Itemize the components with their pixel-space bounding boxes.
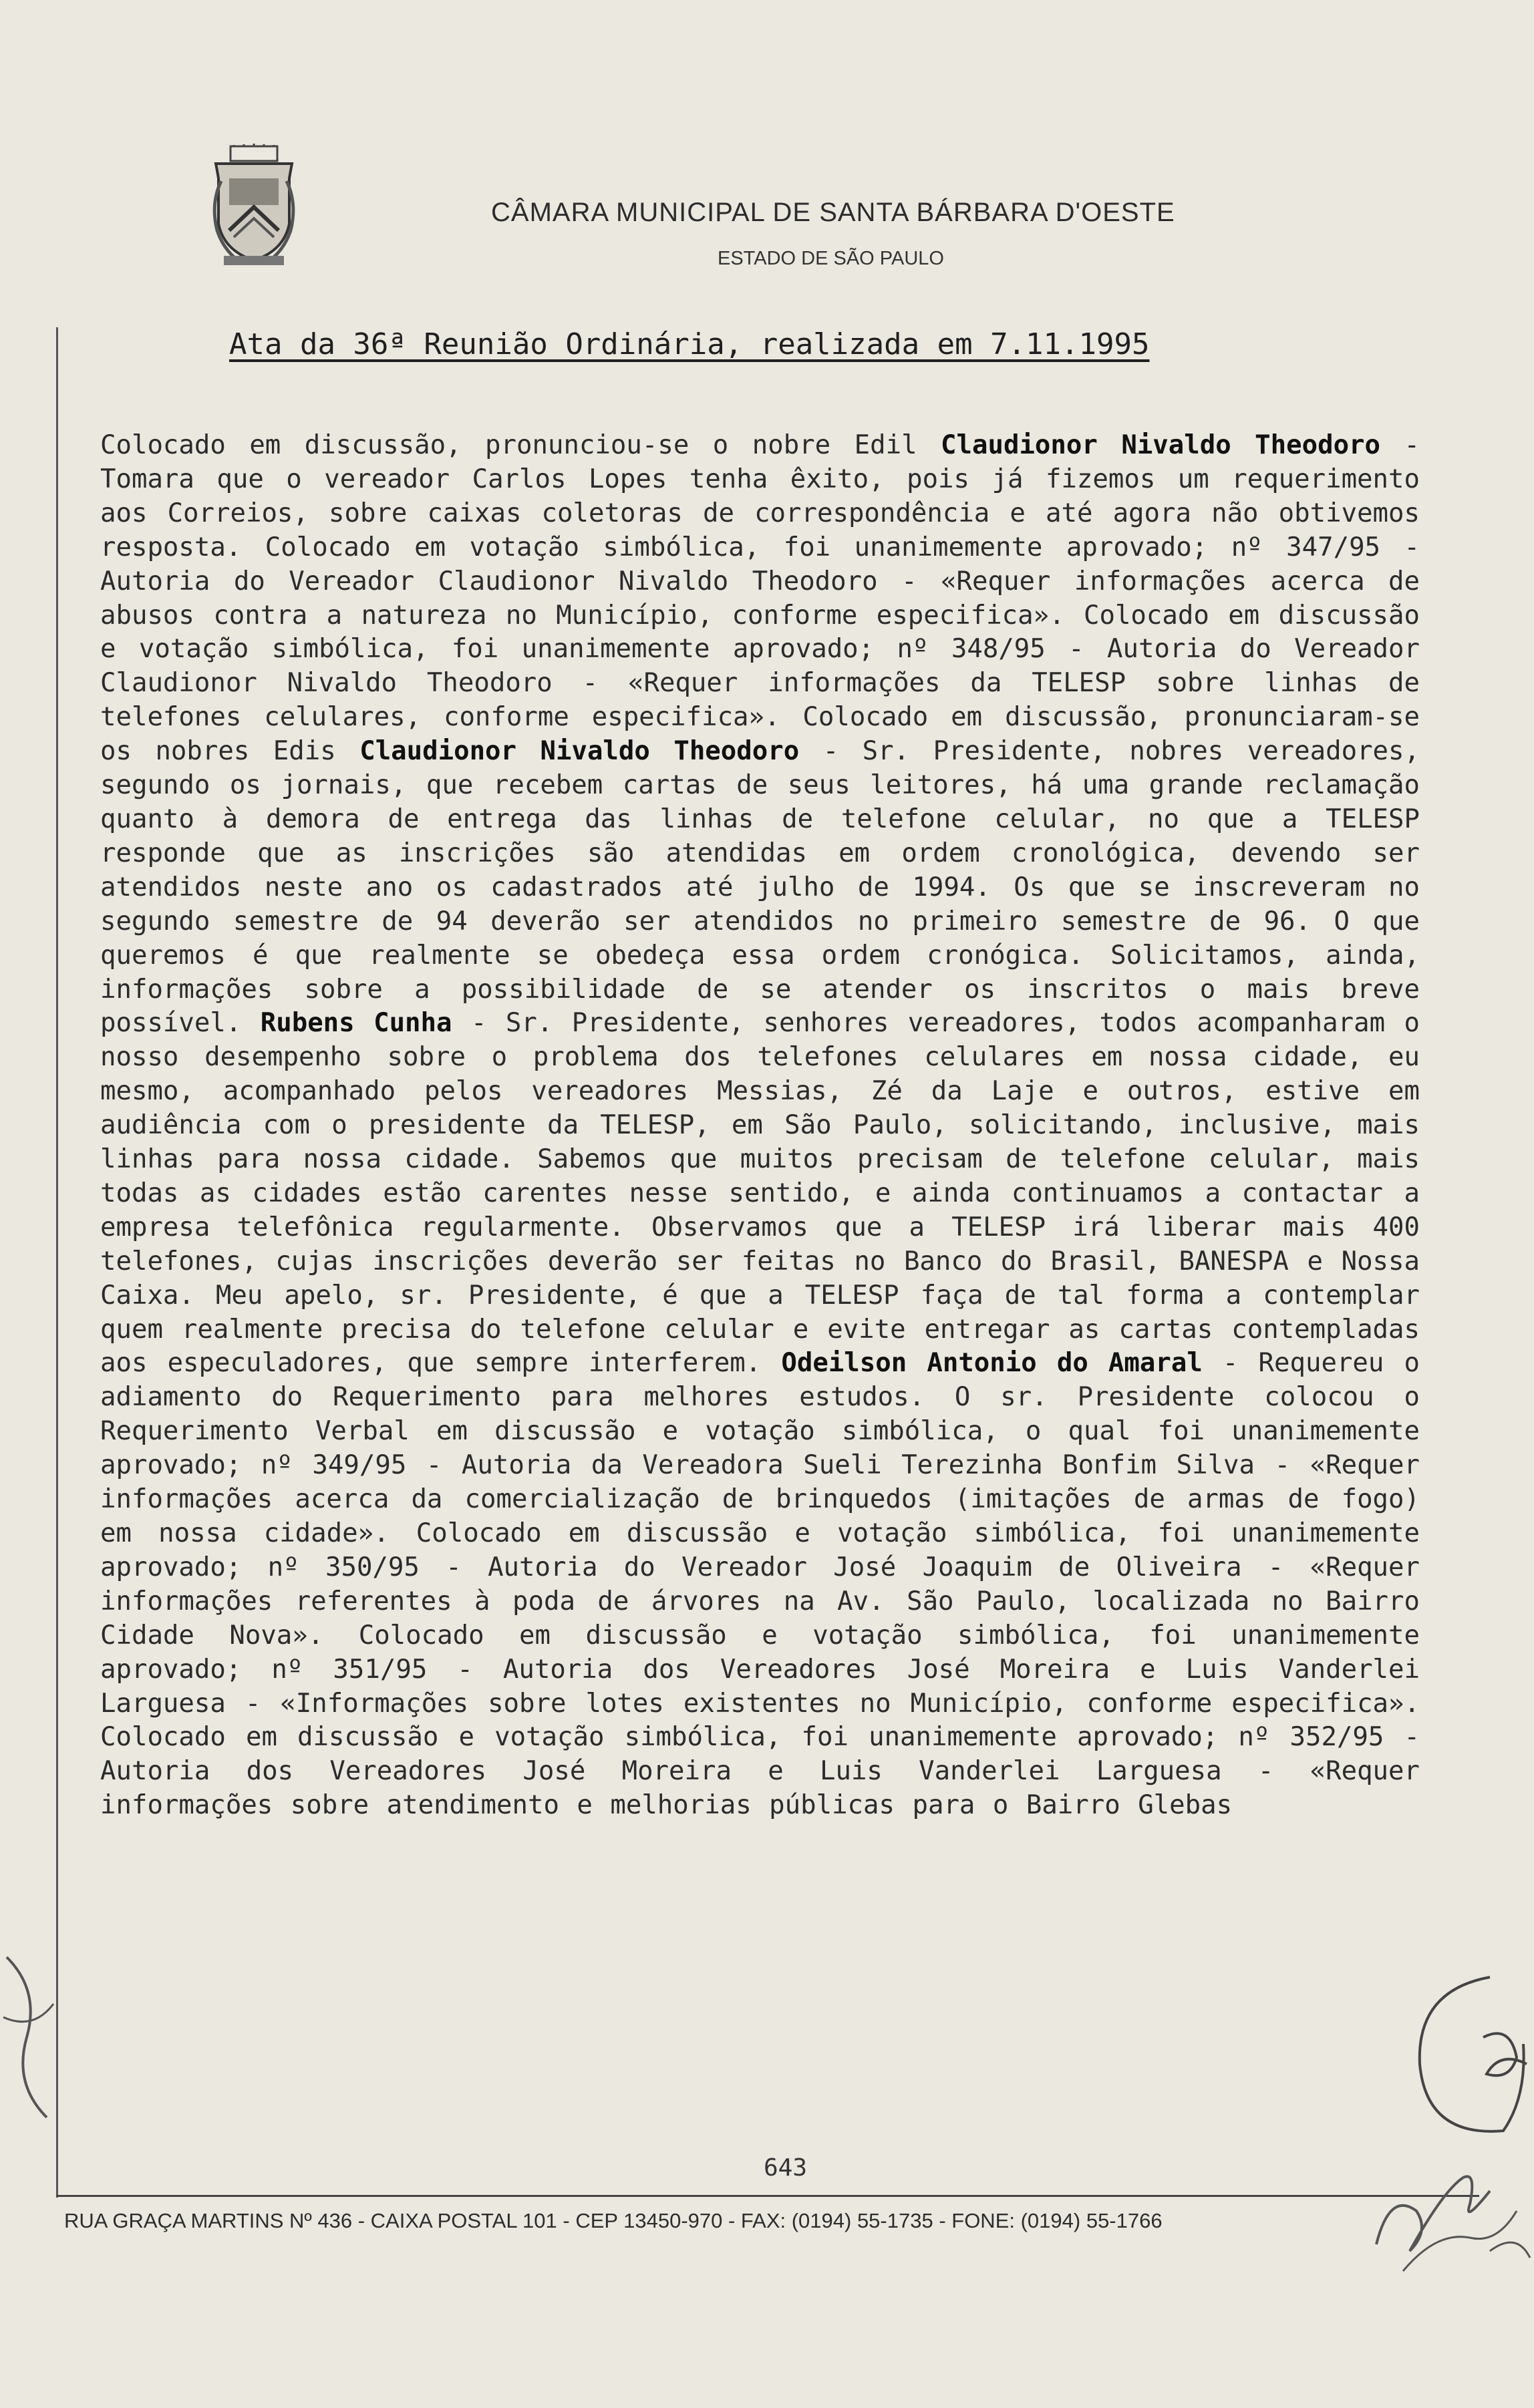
left-signature-mark [0, 1937, 60, 2137]
body-segment: - Requereu o adiamento do Requerimento para melhores estudos. O sr. Presidente colocou o Requerimento Verbal em discussão e votação simbólica, o qual foi unanimemente aprovado; nº 349/95 - Autoria da Vereadora Sueli Terezinha Bonfim Silva - «Requer informações acerca da comercialização de brinquedos (imitações de armas de fogo) em nossa cidade». Colocado em discussão e votação simbólica, foi unanimemente aprovado; nº 350/95 - Autoria do Vereador José Joaquim de Oliveira - «Requer informações referentes à poda de árvores na Av. São Paulo, localizada no Bairro Cidade Nova». Colocado em discussão e votação simbólica, foi unanimemente aprovado; nº 351/95 - Autoria dos Vereadores José Moreira e Luis Vanderlei Larguesa - «Informações sobre lotes existentes no Município, conforme especifica». Colocado em discussão e votação simbólica, foi unanimemente aprovado; nº 352/95 - Autoria dos Vereadores José Moreira e Luis Vanderlei Larguesa - «Requer informações sobre atendimento e melhorias públicas para o Bairro Glebas [100, 1348, 1420, 1821]
body-segment: - Tomara que o vereador Carlos Lopes tenha êxito, pois já fizemos um requerimento aos Correios, sobre caixas coletoras de correspondência e até agora não obtivemos resposta. Colocado em votação simbólica, foi unanimemente aprovado; nº 347/95 - Autoria do Vereador Claudionor Nivaldo Theodoro - «Requer informações acerca de abusos contra a natureza no Município, conforme especifica». Colocado em discussão e votação simbólica, foi unanimemente aprovado; nº 348/95 - Autoria do Vereador Claudionor Nivaldo Theodoro - «Requer informações da TELESP sobre linhas de telefones celulares, conforme especifica». Colocado em discussão, pronunciaram-se os nobres Edis [100, 430, 1420, 767]
page-number: 643 [764, 2154, 808, 2182]
state-name: ESTADO DE SÃO PAULO [718, 248, 944, 269]
footer-address: RUA GRAÇA MARTINS Nº 436 - CAIXA POSTAL 101 - CEP 13450-970 - FAX: (0194) 55-1735 - FONE: (0194) 55-1766 [64, 2209, 1163, 2232]
speaker-name: Rubens Cunha [260, 1008, 452, 1039]
municipal-coat-of-arms-icon [204, 144, 304, 271]
bottom-right-signature [1363, 2151, 1534, 2284]
minutes-body [100, 429, 1420, 1823]
speaker-name: Claudionor Nivaldo Theodoro [359, 736, 800, 767]
speaker-name: Claudionor Nivaldo Theodoro [941, 430, 1381, 460]
minutes-title: Ata da 36ª Reunião Ordinária, realizada em 7.11.1995 [229, 327, 1150, 361]
body-segment: - Sr. Presidente, nobres vereadores, segundo os jornais, que recebem cartas de seus leitores, há uma grande reclamação quanto à demora de entrega das linhas de telefone celular, no que a TELESP responde que as inscrições são atendidas em ordem cronológica, devendo ser atendidos neste ano os cadastrados até julho de 1994. Os que se inscreveram no segundo semestre de 94 deverão ser atendidos no primeiro semestre de 96. O que queremos é que realmente se obedeça essa ordem cronógica. Solicitamos, ainda, informações sobre a possibilidade de se atender os inscritos o mais breve possível. [100, 736, 1420, 1039]
left-margin-rule [56, 327, 58, 2198]
right-signature-circle [1410, 1964, 1530, 2164]
body-segment: Colocado em discussão, pronunciou-se o nobre Edil [100, 430, 941, 460]
body-segment: - Sr. Presidente, senhores vereadores, todos acompanharam o nosso desempenho sobre o problema dos telefones celulares em nossa cidade, eu mesmo, acompanhado pelos vereadores Messias, Zé da Laje e outros, estive em audiência com o presidente da TELESP, em São Paulo, solicitando, inclusive, mais linhas para nossa cidade. Sabemos que muitos precisam de telefone celular, mais todas as cidades estão carentes nesse sentido, e ainda continuamos a contactar a empresa telefônica regularmente. Observamos que a TELESP irá liberar mais 400 telefones, cujas inscrições deverão ser feitas no Banco do Brasil, BANESPA e Nossa Caixa. Meu apelo, sr. Presidente, é que a TELESP faça de tal forma a contemplar quem realmente precisa do telefone celular e evite entregar as cartas contempladas aos especuladores, que sempre interferem. [100, 1008, 1420, 1379]
institution-name: CÂMARA MUNICIPAL DE SANTA BÁRBARA D'OESTE [491, 198, 1175, 227]
speaker-name: Odeilson Antonio do Amaral [781, 1348, 1203, 1379]
footer-rule [56, 2195, 1479, 2197]
